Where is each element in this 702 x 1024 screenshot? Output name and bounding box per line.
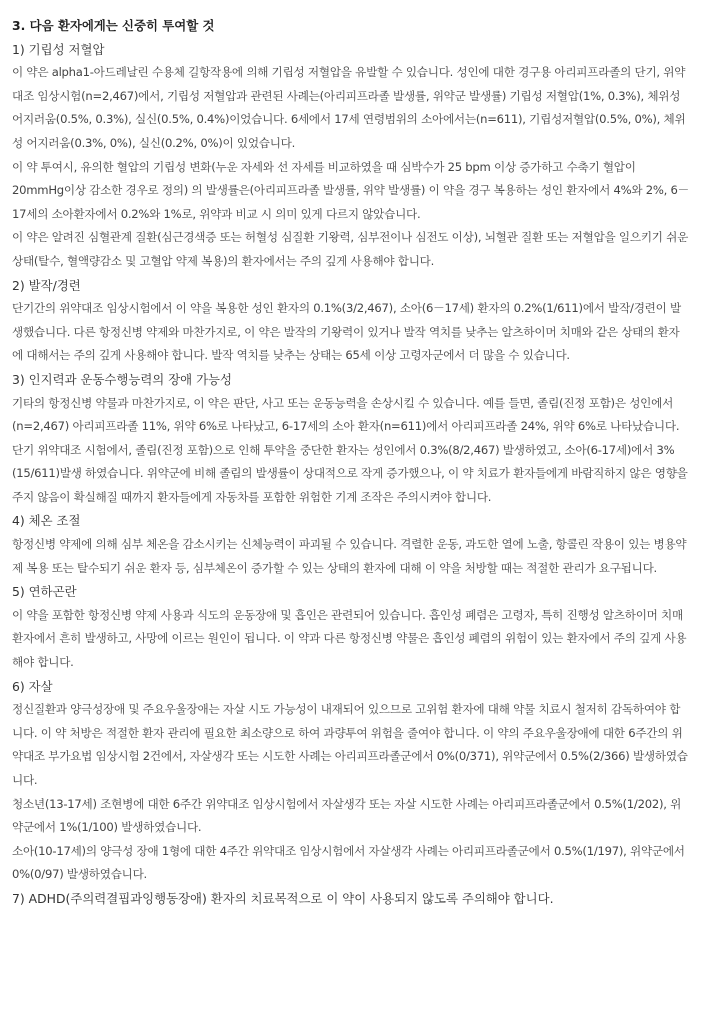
subsection-heading: 3) 인지력과 운동수행능력의 장애 가능성 (12, 371, 232, 387)
paragraph: 소아(10-17세)의 양극성 장애 1형에 대한 4주간 위약대조 임상시험에서 자살생각 사례는 아리피프라졸군에서 0.5%(1/197), 위약군에서 0%(0/97) 발생하였습니다. (12, 843, 685, 882)
subsection-heading: 1) 기립성 저혈압 (12, 41, 105, 57)
paragraph: 청소년(13-17세) 조현병에 대한 6주간 위약대조 임상시험에서 자살생각 또는 자살 시도한 사례는 아리피프라졸군에서 0.5%(1/202), 위약군에서 1%(1/100) 발생하였습니다. (12, 796, 682, 835)
subsection-heading: 7) ADHD(주의력결핍과잉행동장애) 환자의 치료목적으로 이 약이 사용되지 않도록 주의해야 합니다. (12, 890, 554, 906)
section-adhd (12, 887, 690, 911)
paragraph: 이 약은 알려진 심혈관계 질환(심근경색증 또는 허혈성 심질환 기왕력, 심부전이나 심전도 이상), 뇌혈관 질환 또는 저혈압을 일으키기 쉬운 상태(탈수, 혈액량감소 및 고혈압 약제 복용)의 환자에서는 주의 깊게 사용해야 합니다. (12, 230, 689, 268)
section-orthostatic-hypotension (12, 38, 690, 274)
section-dysphagia (12, 580, 690, 674)
paragraph: 이 약 투여시, 유의한 혈압의 기립성 변화(누운 자세와 선 자세를 비교하였을 때 심박수가 25 bpm 이상 증가하고 수축기 혈압이 20mmHg이상 감소한 경우로 정의) 의 발생률은(아리피프라졸 발생률, 위약 발생률) 이 약을 경구 복용하는 성인 환자에서 4%와 2%, 6－17세의 소아환자에서 0.2%와 1%로, 위약과 비교 시 의미 있게 다르지 않았습니다. (12, 159, 689, 221)
section-body-temperature (12, 509, 690, 580)
paragraph: 이 약을 포함한 항정신병 약제 사용과 식도의 운동장애 및 흡인은 관련되어 있습니다. 흡인성 폐렴은 고령자, 특히 진행성 알츠하이머 치매 환자에서 흔히 발생하고, 사망에 이르는 원인이 됩니다. 이 약과 다른 항정신병 약물은 흡인성 폐렴의 위험이 있는 환자에서 주의 깊게 사용해야 합니다. (12, 607, 687, 670)
section-cognitive-motor-impairment (12, 368, 690, 510)
paragraph: 단기간의 위약대조 임상시험에서 이 약을 복용한 성인 환자의 0.1%(3/2,467), 소아(6－17세) 환자의 0.2%(1/611)에서 발작/경련이 발생했습니다. 다른 항정신병 약제와 마찬가지로, 이 약은 발작의 기왕력이 있거나 발작 역치를 낮추는 알츠하이머 치매와 같은 상태의 환자에 대해서는 주의 깊게 사용해야 합니다. 발작 역치를 낮추는 상태는 65세 이상 고령자군에서 더 많을 수 있습니다. (12, 301, 681, 363)
paragraph: 기타의 항정신병 약물과 마찬가지로, 이 약은 판단, 사고 또는 운동능력을 손상시킬 수 있습니다. 예를 들면, 졸림(진정 포함)은 성인에서(n=2,467) 아리피프라졸 11%, 위약 6%로 나타났고, 6-17세의 소아 환자(n=611)에서 아리피프라졸 24%, 위약 6%로 나타났습니다. 단기 위약대조 시험에서, 졸림(진정 포함)으로 인해 투약을 중단한 환자는 성인에서 0.3%(8/2,467) 발생하였고, 소아(6-17세)에서 3%(15/611)발생 하였습니다. 위약군에 비해 졸림의 발생률이 상대적으로 작게 증가했으나, 이 약 치료가 환자들에게 바람직하지 않은 영향을 주지 않음이 확실해질 때까지 환자들에게 자동차를 포함한 위험한 기계 조작은 주의시켜야 합니다. (12, 395, 688, 504)
subsection-heading: 4) 체온 조절 (12, 513, 81, 529)
section-title: 3. 다음 환자에게는 신중히 투여할 것 (12, 18, 215, 33)
subsection-heading: 2) 발작/경련 (12, 277, 81, 293)
paragraph: 이 약은 alpha1-아드레날린 수용체 길항작용에 의해 기립성 저혈압을 유발할 수 있습니다. 성인에 대한 경구용 아리피프라졸의 단기, 위약대조 임상시험(n=2,467)에서, 기립성 저혈압과 관련된 사례는(아리피프라졸 발생률, 위약군 발생률) 기립성 저혈압(1%, 0.3%), 체위성 어지러움(0.5%, 0.3%), 실신(0.5%, 0.4%)이었습니다. 6세에서 17세 연령범위의 소아에서는(n=611), 기립성저혈압(0.5%, 0%), 체위성 어지러움(0.3%, 0%), 실신(0.2%, 0%)이 있었습니다. (12, 65, 686, 150)
subsection-heading: 5) 연하곤란 (12, 584, 77, 600)
paragraph: 정신질환과 양극성장애 및 주요우울장애는 자살 시도 가능성이 내재되어 있으므로 고위험 환자에 대해 약물 치료시 철저히 감독하여야 합니다. 이 약 처방은 적절한 환자 관리에 필요한 최소량으로 하여 과량투여 위험을 줄여야 합니다. 이 약의 주요우울장애에 대한 6주간의 위약대조 부가요법 임상시험 2건에서, 자살생각 또는 시도한 사례는 아리피프라졸군에서 0%(0/371), 위약군에서 0.5%(2/366) 발생하였습니다. (12, 702, 688, 787)
subsection-heading: 6) 자살 (12, 678, 53, 694)
paragraph: 항정신병 약제에 의해 심부 체온을 감소시키는 신체능력이 파괴될 수 있습니다. 격렬한 운동, 과도한 열에 노출, 항콜린 작용이 있는 병용약제 복용 또는 탈수되기 쉬운 환자 등, 심부체온이 증가할 수 있는 상태의 환자에 대해 이 약을 처방할 때는 적절한 관리가 요구됩니다. (12, 537, 687, 575)
section-seizures (12, 274, 690, 368)
section-suicide (12, 675, 690, 887)
